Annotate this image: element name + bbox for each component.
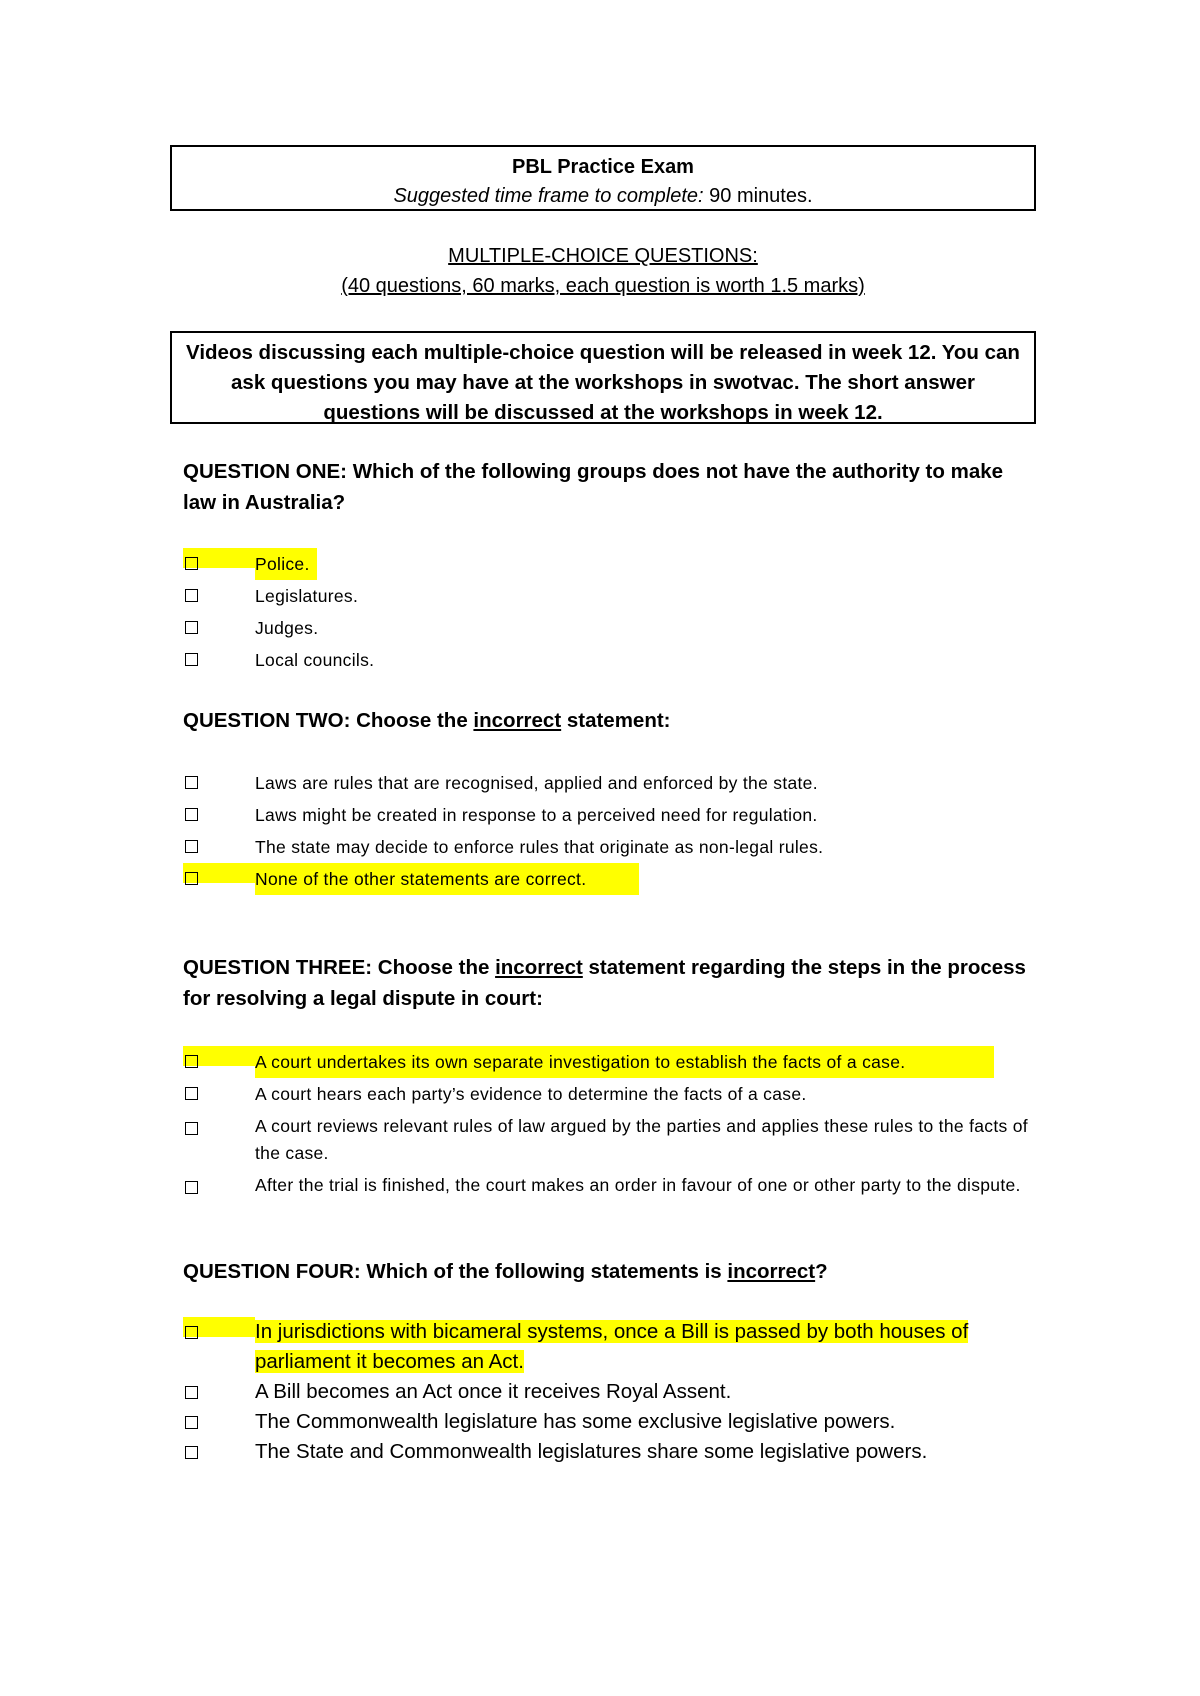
question-1-option-1[interactable]: Police. — [183, 548, 317, 580]
question-3-option-1[interactable]: A court undertakes its own separate investigation to establish the facts of a case. — [183, 1046, 994, 1078]
question-2-options — [183, 767, 1033, 895]
checkbox-icon[interactable] — [183, 831, 255, 851]
checkbox-icon[interactable] — [183, 644, 255, 664]
checkbox-icon[interactable] — [183, 580, 255, 600]
checkbox-icon[interactable] — [183, 1046, 255, 1066]
question-3-option-4[interactable]: After the trial is finished, the court makes an order in favour of one or other party to the dispute. — [183, 1172, 1033, 1199]
question-1-option-2[interactable]: Legislatures. — [183, 580, 1033, 612]
question-2-option-3[interactable]: The state may decide to enforce rules that originate as non-legal rules. — [183, 831, 1033, 863]
mcq-heading-title: MULTIPLE-CHOICE QUESTIONS: — [448, 245, 758, 267]
checkbox-icon[interactable] — [183, 612, 255, 632]
question-2-option-4[interactable]: None of the other statements are correct. — [183, 863, 639, 895]
question-3-options — [183, 1046, 1033, 1199]
question-1-option-3[interactable]: Judges. — [183, 612, 1033, 644]
checkbox-icon[interactable] — [183, 1113, 255, 1133]
checkbox-icon[interactable] — [183, 548, 255, 568]
checkbox-icon[interactable] — [183, 863, 255, 883]
checkbox-icon[interactable] — [183, 799, 255, 819]
question-3-option-2[interactable]: A court hears each party’s evidence to determine the facts of a case. — [183, 1078, 1033, 1110]
question-4-option-3[interactable]: The Commonwealth legislature has some exclusive legislative powers. — [183, 1407, 1033, 1437]
question-3-title: QUESTION THREE: Choose the incorrect statement regarding the steps in the process for resolving a legal dispute in court: — [183, 956, 1026, 1010]
checkbox-icon[interactable] — [183, 1078, 255, 1098]
question-4-title: QUESTION FOUR: Which of the following statements is incorrect? — [183, 1260, 828, 1283]
question-3-option-3[interactable]: A court reviews relevant rules of law argued by the parties and applies these rules to the facts of the case. — [183, 1113, 1033, 1167]
question-1-option-4[interactable]: Local councils. — [183, 644, 1033, 676]
exam-subtitle — [393, 185, 812, 207]
question-2-option-2[interactable]: Laws might be created in response to a perceived need for regulation. — [183, 799, 1033, 831]
question-4-option-1[interactable]: In jurisdictions with bicameral systems, once a Bill is passed by both houses of parliament it becomes an Act. — [183, 1317, 1033, 1377]
question-1-title: QUESTION ONE: Which of the following groups does not have the authority to make law in Australia? — [183, 460, 1004, 514]
notice-box — [170, 331, 1036, 424]
checkbox-icon[interactable] — [183, 1172, 255, 1192]
checkbox-icon[interactable] — [183, 1437, 255, 1457]
question-1-options — [183, 548, 1033, 676]
checkbox-icon[interactable] — [183, 1317, 255, 1337]
question-2-option-1[interactable]: Laws are rules that are recognised, applied and enforced by the state. — [183, 767, 1033, 799]
mcq-heading — [170, 241, 1036, 301]
exam-title-box — [170, 145, 1036, 211]
checkbox-icon[interactable] — [183, 1377, 255, 1397]
question-2-title: QUESTION TWO: Choose the incorrect statement: — [183, 709, 671, 732]
time-frame-label: Suggested time frame to complete: — [393, 185, 704, 207]
time-frame-value: 90 minutes. — [703, 185, 813, 207]
exam-title: PBL Practice Exam — [512, 156, 694, 178]
question-4-option-2[interactable]: A Bill becomes an Act once it receives Royal Assent. — [183, 1377, 1033, 1407]
notice-text: Videos discussing each multiple-choice question will be released in week 12. You can ask questions you may have at the workshops in swotvac. The short answer questions will be discussed at the workshops in week 12. — [186, 341, 1020, 424]
mcq-heading-marks: (40 questions, 60 marks, each question is worth 1.5 marks) — [341, 275, 865, 297]
checkbox-icon[interactable] — [183, 1407, 255, 1427]
question-4-options — [183, 1317, 1033, 1467]
checkbox-icon[interactable] — [183, 767, 255, 787]
question-4-option-4[interactable]: The State and Commonwealth legislatures share some legislative powers. — [183, 1437, 1033, 1467]
